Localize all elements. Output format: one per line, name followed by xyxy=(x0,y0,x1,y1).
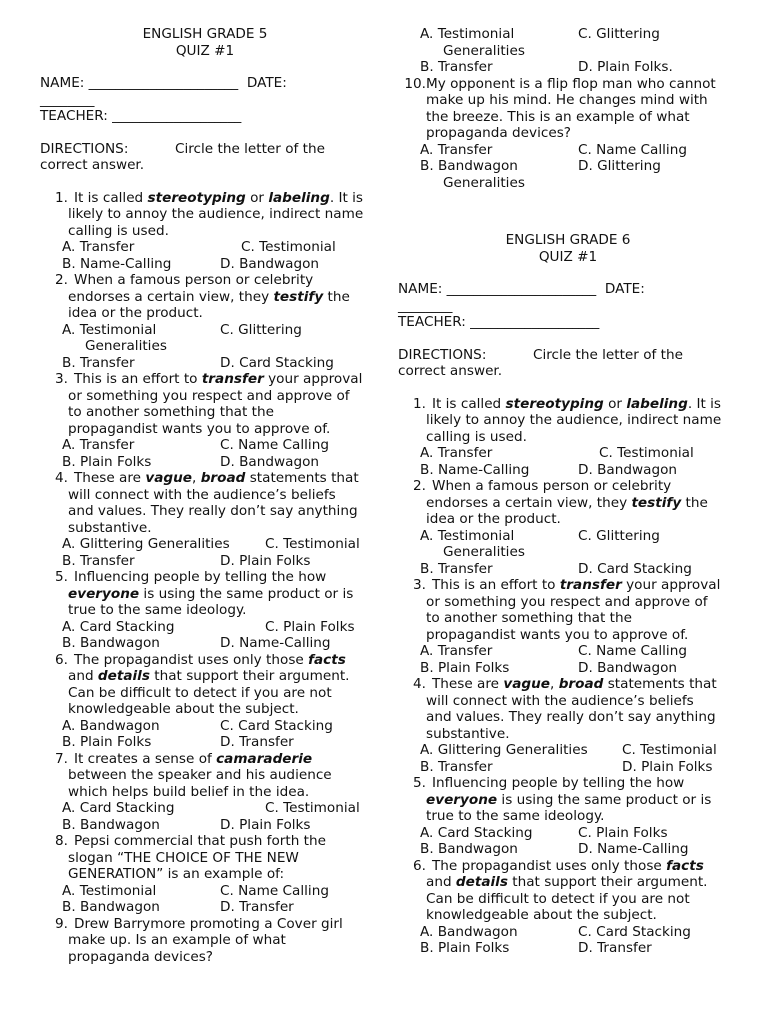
question-text: the xyxy=(681,494,708,511)
keyword: stereotyping xyxy=(147,189,246,206)
option-a-cont: Generalities xyxy=(443,42,525,59)
option-a[interactable]: A. Testimonial xyxy=(62,321,157,338)
question-number: 6. xyxy=(413,857,426,874)
question-text: Drew Barrymore promoting a Cover girl xyxy=(74,915,343,932)
question-1 xyxy=(40,190,370,273)
question-3 xyxy=(40,371,370,470)
question-text: to another something that the xyxy=(68,404,274,420)
option-c[interactable]: C. Name Calling xyxy=(220,437,329,453)
directions-text-cont: correct answer. xyxy=(398,363,503,379)
question-3 xyxy=(398,577,738,676)
keyword: testify xyxy=(273,288,324,305)
option-a[interactable]: A. Card Stacking xyxy=(62,618,175,635)
option-b[interactable]: B. Transfer xyxy=(62,552,135,569)
question-text: When a famous person or celebrity xyxy=(432,478,672,494)
option-d[interactable]: D. Transfer xyxy=(578,940,652,956)
question-number: 2. xyxy=(413,478,426,494)
option-d[interactable]: D. Bandwagon xyxy=(220,453,320,470)
option-d[interactable]: D. Transfer xyxy=(220,734,294,750)
name-field-label: NAME: ______________________ xyxy=(398,281,597,297)
option-b[interactable]: B. Plain Folks xyxy=(420,940,510,956)
question-text: true to the same ideology. xyxy=(68,602,247,618)
directions xyxy=(398,347,738,364)
name-date-line xyxy=(40,75,370,92)
question-text: When a famous person or celebrity xyxy=(74,272,314,288)
question-2 xyxy=(398,478,738,577)
option-a[interactable]: A. Testimonial xyxy=(420,26,515,42)
option-a[interactable]: A. Testimonial xyxy=(420,527,515,544)
keyword: labeling xyxy=(268,189,330,206)
question-number: 3. xyxy=(413,577,426,593)
teacher-field-label: TEACHER: ___________________ xyxy=(40,108,242,124)
option-a[interactable]: A. Bandwagon xyxy=(420,923,518,940)
date-field-label: DATE: xyxy=(246,75,287,91)
keyword: vague xyxy=(145,470,193,486)
question-text: will connect with the audience’s beliefs xyxy=(68,486,336,503)
question-text: These are xyxy=(432,676,504,692)
option-a-cont: Generalities xyxy=(85,338,167,354)
question-text: between the speaker and his audience xyxy=(68,767,332,783)
option-c[interactable]: C. Name Calling xyxy=(578,141,687,158)
option-a-cont: Generalities xyxy=(443,544,525,560)
question-number: 5. xyxy=(55,569,68,585)
option-d[interactable]: D. Bandwagon xyxy=(220,255,320,272)
question-text: is using the same product or is xyxy=(497,791,712,808)
option-c[interactable]: C. Glittering xyxy=(220,321,302,338)
directions-label: DIRECTIONS: xyxy=(40,140,129,157)
option-b-cont: Generalities xyxy=(443,174,525,191)
question-text: . It is xyxy=(687,395,721,412)
question-text: , xyxy=(192,470,201,486)
question-text: It is called xyxy=(432,395,506,412)
question-text: Influencing people by telling the how xyxy=(432,775,685,791)
question-text: Influencing people by telling the how xyxy=(74,569,327,585)
question-8 xyxy=(40,833,370,916)
option-a[interactable]: A. Transfer xyxy=(62,437,135,453)
question-5 xyxy=(40,569,370,652)
option-d[interactable]: D. Plain Folks xyxy=(220,816,311,833)
question-text: These are xyxy=(74,470,146,486)
question-number: 4. xyxy=(55,470,68,486)
keyword: facts xyxy=(666,857,704,874)
question-text: It creates a sense of xyxy=(74,750,217,767)
grade5-quiz-column xyxy=(40,26,370,965)
option-c[interactable]: C. Plain Folks xyxy=(578,824,668,841)
option-a[interactable]: A. Transfer xyxy=(420,643,493,659)
question-text: endorses a certain view, they xyxy=(426,494,632,511)
option-b[interactable]: B. Plain Folks xyxy=(62,453,152,470)
question-text: or something you respect and approve of xyxy=(426,593,708,610)
keyword: transfer xyxy=(559,577,622,593)
directions-text-cont: correct answer. xyxy=(40,157,145,173)
question-6 xyxy=(398,858,738,957)
name-field-label: NAME: ______________________ xyxy=(40,75,239,91)
question-text: GENERATION” is an example of: xyxy=(68,866,285,882)
question-text: the xyxy=(323,288,350,305)
option-b[interactable]: B. Transfer xyxy=(420,758,493,775)
question-text: that support their argument. xyxy=(507,874,708,890)
question-4 xyxy=(40,470,370,569)
option-d[interactable]: D. Name-Calling xyxy=(578,841,689,857)
question-text: or something you respect and approve of xyxy=(68,387,350,404)
question-text: which helps build belief in the idea. xyxy=(68,783,310,800)
grade6-quiz-column xyxy=(398,26,738,957)
question-text: This is an effort to xyxy=(432,577,560,593)
question-number: 10. xyxy=(404,75,426,92)
option-c[interactable]: C. Name Calling xyxy=(578,643,687,659)
question-text: propagandist wants you to approve of. xyxy=(426,626,689,643)
question-text: statements that xyxy=(245,470,359,486)
quiz-title: ENGLISH GRADE 5 xyxy=(142,26,268,42)
question-number: 7. xyxy=(55,750,68,767)
option-b[interactable]: B. Bandwagon xyxy=(420,158,518,174)
question-text: My opponent is a flip flop man who cannot xyxy=(426,75,716,92)
option-a[interactable]: A. Transfer xyxy=(420,445,493,461)
directions-label: DIRECTIONS: xyxy=(398,346,487,363)
option-a[interactable]: A. Glittering Generalities xyxy=(62,536,230,552)
question-4 xyxy=(398,676,738,775)
question-text: , xyxy=(550,676,559,692)
option-a[interactable]: A. Card Stacking xyxy=(420,824,533,841)
option-a[interactable]: A. Transfer xyxy=(420,141,493,158)
question-number: 3. xyxy=(55,371,68,387)
quiz-title: ENGLISH GRADE 6 xyxy=(505,232,631,248)
question-text: the breeze. This is an example of what xyxy=(426,108,690,125)
question-text: or xyxy=(245,189,269,206)
question-text: statements that xyxy=(603,676,717,692)
option-b[interactable]: B. Name-Calling xyxy=(420,461,530,478)
question-text: Pepsi commercial that push forth the xyxy=(74,833,326,849)
keyword: details xyxy=(97,668,150,684)
option-b[interactable]: B. Bandwagon xyxy=(62,635,160,651)
question-text: endorses a certain view, they xyxy=(68,288,274,305)
question-text: will connect with the audience’s beliefs xyxy=(426,692,694,709)
option-d[interactable]: D. Plain Folks xyxy=(220,552,311,569)
question-text: knowledgeable about the subject. xyxy=(68,701,299,717)
quiz-subtitle: QUIZ #1 xyxy=(538,248,598,265)
keyword: labeling xyxy=(626,395,688,412)
date-field-label: DATE: xyxy=(604,281,645,297)
option-b[interactable]: B. Name-Calling xyxy=(62,255,172,272)
question-text: substantive. xyxy=(68,519,152,536)
question-text: to another something that the xyxy=(426,610,632,626)
teacher-field-label: TEACHER: ___________________ xyxy=(398,314,600,330)
question-text: make up his mind. He changes mind with xyxy=(426,92,708,108)
option-d[interactable]: D. Transfer xyxy=(220,899,294,915)
option-a[interactable]: A. Bandwagon xyxy=(62,717,160,734)
option-c[interactable]: C. Name Calling xyxy=(220,882,329,899)
keyword: details xyxy=(455,874,508,890)
option-b[interactable]: B. Bandwagon xyxy=(62,899,160,915)
option-b[interactable]: B. Bandwagon xyxy=(62,816,160,833)
option-c[interactable]: C. Testimonial xyxy=(265,800,360,816)
question-text: The propagandist uses only those xyxy=(74,651,309,668)
question-text: The propagandist uses only those xyxy=(432,857,667,874)
question-text: your approval xyxy=(263,371,363,387)
question-10 xyxy=(398,76,738,192)
directions xyxy=(40,141,370,158)
keyword: stereotyping xyxy=(505,395,604,412)
question-1 xyxy=(398,396,738,479)
option-d[interactable]: D. Plain Folks. xyxy=(578,59,673,75)
question-text: and values. They really don’t say anything xyxy=(68,503,358,519)
question-5 xyxy=(398,775,738,858)
question-text: slogan “THE CHOICE OF THE NEW xyxy=(68,849,299,866)
option-b[interactable]: B. Bandwagon xyxy=(420,841,518,857)
option-d[interactable]: D. Name-Calling xyxy=(220,635,331,651)
option-c[interactable]: C. Glittering xyxy=(578,26,660,42)
question-text: Can be difficult to detect if you are not xyxy=(68,684,332,701)
date-blank: ________ xyxy=(40,91,95,108)
option-b[interactable]: B. Transfer xyxy=(420,560,493,577)
directions-text: Circle the letter of the xyxy=(175,140,325,157)
keyword: camaraderie xyxy=(216,750,313,767)
question-9 xyxy=(40,916,370,966)
question-text: knowledgeable about the subject. xyxy=(426,907,657,923)
question-text: calling is used. xyxy=(426,428,527,445)
question-2 xyxy=(40,272,370,371)
keyword: testify xyxy=(631,494,682,511)
question-text: idea or the product. xyxy=(426,511,561,527)
option-c[interactable]: C. Card Stacking xyxy=(578,923,691,940)
question-text: is using the same product or is xyxy=(139,585,354,602)
keyword: facts xyxy=(308,651,346,668)
option-a[interactable]: A. Transfer xyxy=(62,239,135,255)
option-d[interactable]: D. Card Stacking xyxy=(220,354,334,371)
keyword: broad xyxy=(200,470,246,486)
question-text: Can be difficult to detect if you are not xyxy=(426,890,690,907)
question-7 xyxy=(40,751,370,834)
name-date-line xyxy=(398,281,738,298)
option-a[interactable]: A. Glittering Generalities xyxy=(420,742,588,758)
question-text: idea or the product. xyxy=(68,305,203,321)
option-c[interactable]: C. Testimonial xyxy=(241,239,336,255)
keyword: broad xyxy=(558,676,604,692)
option-b[interactable]: B. Plain Folks xyxy=(420,659,510,676)
question-text: and xyxy=(68,668,98,684)
question-text: . It is xyxy=(329,189,363,206)
option-a[interactable]: A. Testimonial xyxy=(62,882,157,899)
question-text: and values. They really don’t say anything xyxy=(426,709,716,725)
question-text: propaganda devices? xyxy=(426,125,571,141)
question-text: likely to annoy the audience, indirect name xyxy=(68,206,364,222)
option-a[interactable]: A. Card Stacking xyxy=(62,800,175,816)
option-b[interactable]: B. Transfer xyxy=(420,59,493,75)
question-number: 1. xyxy=(55,189,68,206)
question-text: It is called xyxy=(74,189,148,206)
option-c[interactable]: C. Testimonial xyxy=(599,445,694,461)
question-9-options xyxy=(398,26,738,76)
question-number: 9. xyxy=(55,915,68,932)
question-text: calling is used. xyxy=(68,222,169,239)
option-c[interactable]: C. Plain Folks xyxy=(265,618,355,635)
date-blank: ________ xyxy=(398,297,453,314)
option-b[interactable]: B. Plain Folks xyxy=(62,734,152,750)
quiz-subtitle: QUIZ #1 xyxy=(175,42,235,59)
option-d[interactable]: D. Card Stacking xyxy=(578,560,692,577)
question-number: 4. xyxy=(413,676,426,692)
question-number: 5. xyxy=(413,775,426,791)
keyword: transfer xyxy=(201,371,264,387)
option-c[interactable]: C. Card Stacking xyxy=(220,717,333,734)
question-text: likely to annoy the audience, indirect name xyxy=(426,412,722,428)
option-d[interactable]: D. Glittering xyxy=(578,158,661,174)
keyword: vague xyxy=(503,676,551,692)
question-text: or xyxy=(603,395,627,412)
question-text: substantive. xyxy=(426,725,510,742)
option-c[interactable]: C. Testimonial xyxy=(622,742,717,758)
question-text: and xyxy=(426,874,456,890)
question-text: true to the same ideology. xyxy=(426,808,605,824)
keyword: everyone xyxy=(68,585,140,602)
question-text: propaganda devices? xyxy=(68,948,213,965)
question-6 xyxy=(40,652,370,751)
directions-text: Circle the letter of the xyxy=(533,346,683,363)
option-b[interactable]: B. Transfer xyxy=(62,354,135,371)
keyword: everyone xyxy=(426,791,498,808)
question-text: your approval xyxy=(621,577,721,593)
question-number: 6. xyxy=(55,651,68,668)
question-number: 1. xyxy=(413,395,426,412)
question-number: 2. xyxy=(55,272,68,288)
option-d[interactable]: D. Bandwagon xyxy=(578,659,678,676)
option-c[interactable]: C. Glittering xyxy=(578,527,660,544)
question-text: propagandist wants you to approve of. xyxy=(68,420,331,437)
option-d[interactable]: D. Bandwagon xyxy=(578,461,678,478)
question-number: 8. xyxy=(55,833,68,849)
question-text: that support their argument. xyxy=(149,668,350,684)
option-d[interactable]: D. Plain Folks xyxy=(622,758,713,775)
question-text: make up. Is an example of what xyxy=(68,932,286,948)
option-c[interactable]: C. Testimonial xyxy=(265,536,360,552)
question-text: This is an effort to xyxy=(74,371,202,387)
